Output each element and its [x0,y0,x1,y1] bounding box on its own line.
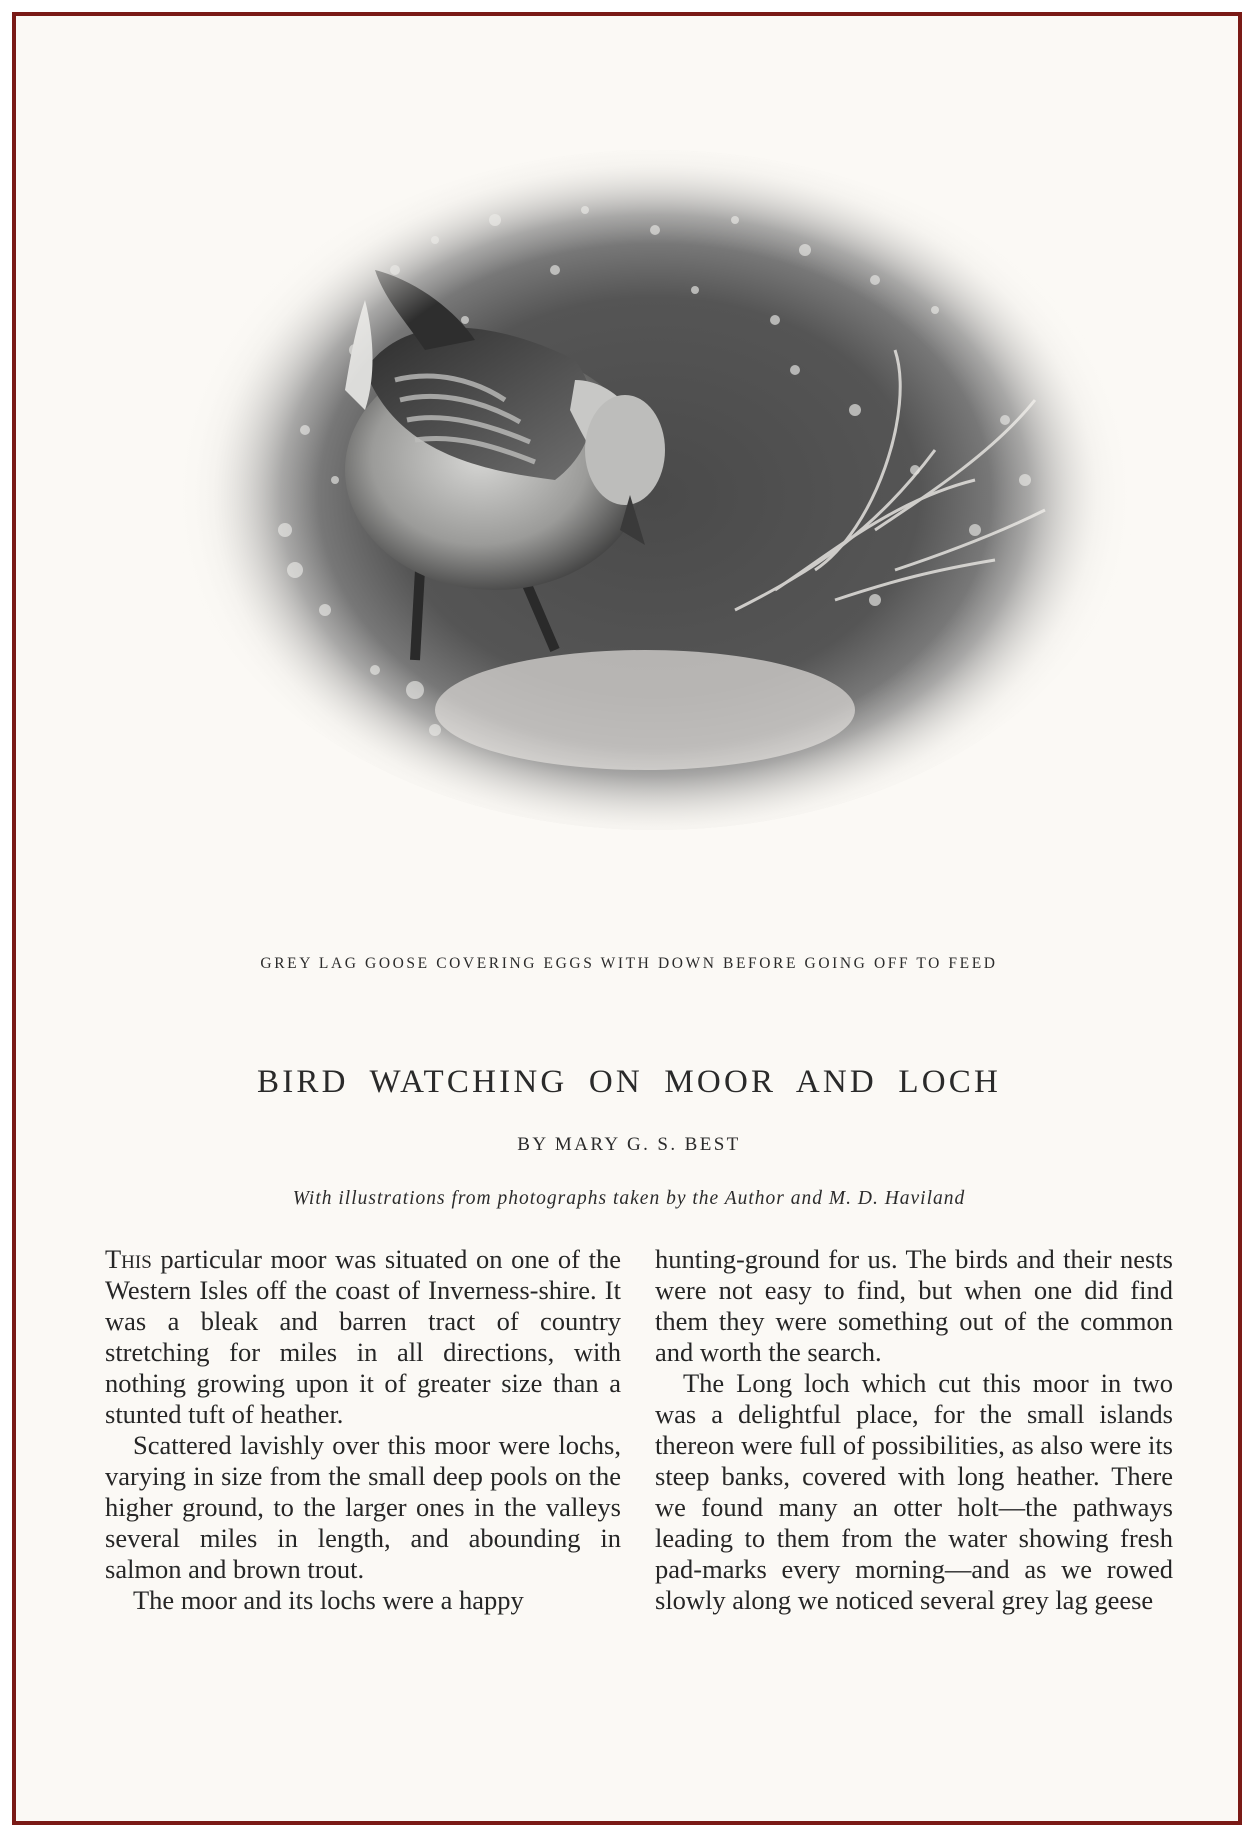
paragraph: The Long loch which cut this moor in two was a delightful place, for the small islands thereon were full of possibilities, as also were its steep banks, covered with long heather. There we found many an otter holt—the pathways leading to them from the water showing fresh pad-marks every morning—and as we rowed slowly along we noticed several grey lag geese [655,1368,1173,1615]
lead-word: This [105,1244,152,1274]
paragraph: hunting-ground for us. The birds and their nests were not easy to find, but when one did find them they were something out of the common and worth the search. [655,1244,1173,1367]
paragraph: Scattered lavishly over this moor were lochs, varying in size from the small deep pools on the higher ground, to the larger ones in the valleys several miles in length, and abounding in salmon and brown trout. [105,1430,621,1584]
paragraph [105,1244,621,1430]
paragraph-text: particular moor was situated on one of the Western Isles off the coast of Inverness-shire. It was a bleak and barren tract of country stretching for miles in all directions, with nothing growing upon it of greater size than a stunted tuft of heather. [105,1244,621,1429]
photo-caption: GREY LAG GOOSE COVERING EGGS WITH DOWN BEFORE GOING OFF TO FEED [260,955,998,972]
article-title: BIRD WATCHING ON MOOR AND LOCH [257,1064,1001,1100]
left-column [105,1244,621,1616]
right-column [655,1244,1173,1616]
goose-photo-image [175,150,1135,870]
goose-photo [175,150,1135,870]
copyright-notice: Copyright Cosmo Int. Ltd [2,1825,152,1839]
illustration-credits: With illustrations from photographs taken by the Author and M. D. Haviland [292,1188,966,1209]
paragraph: The moor and its lochs were a happy [133,1585,524,1615]
article-byline: BY MARY G. S. BEST [517,1134,741,1155]
